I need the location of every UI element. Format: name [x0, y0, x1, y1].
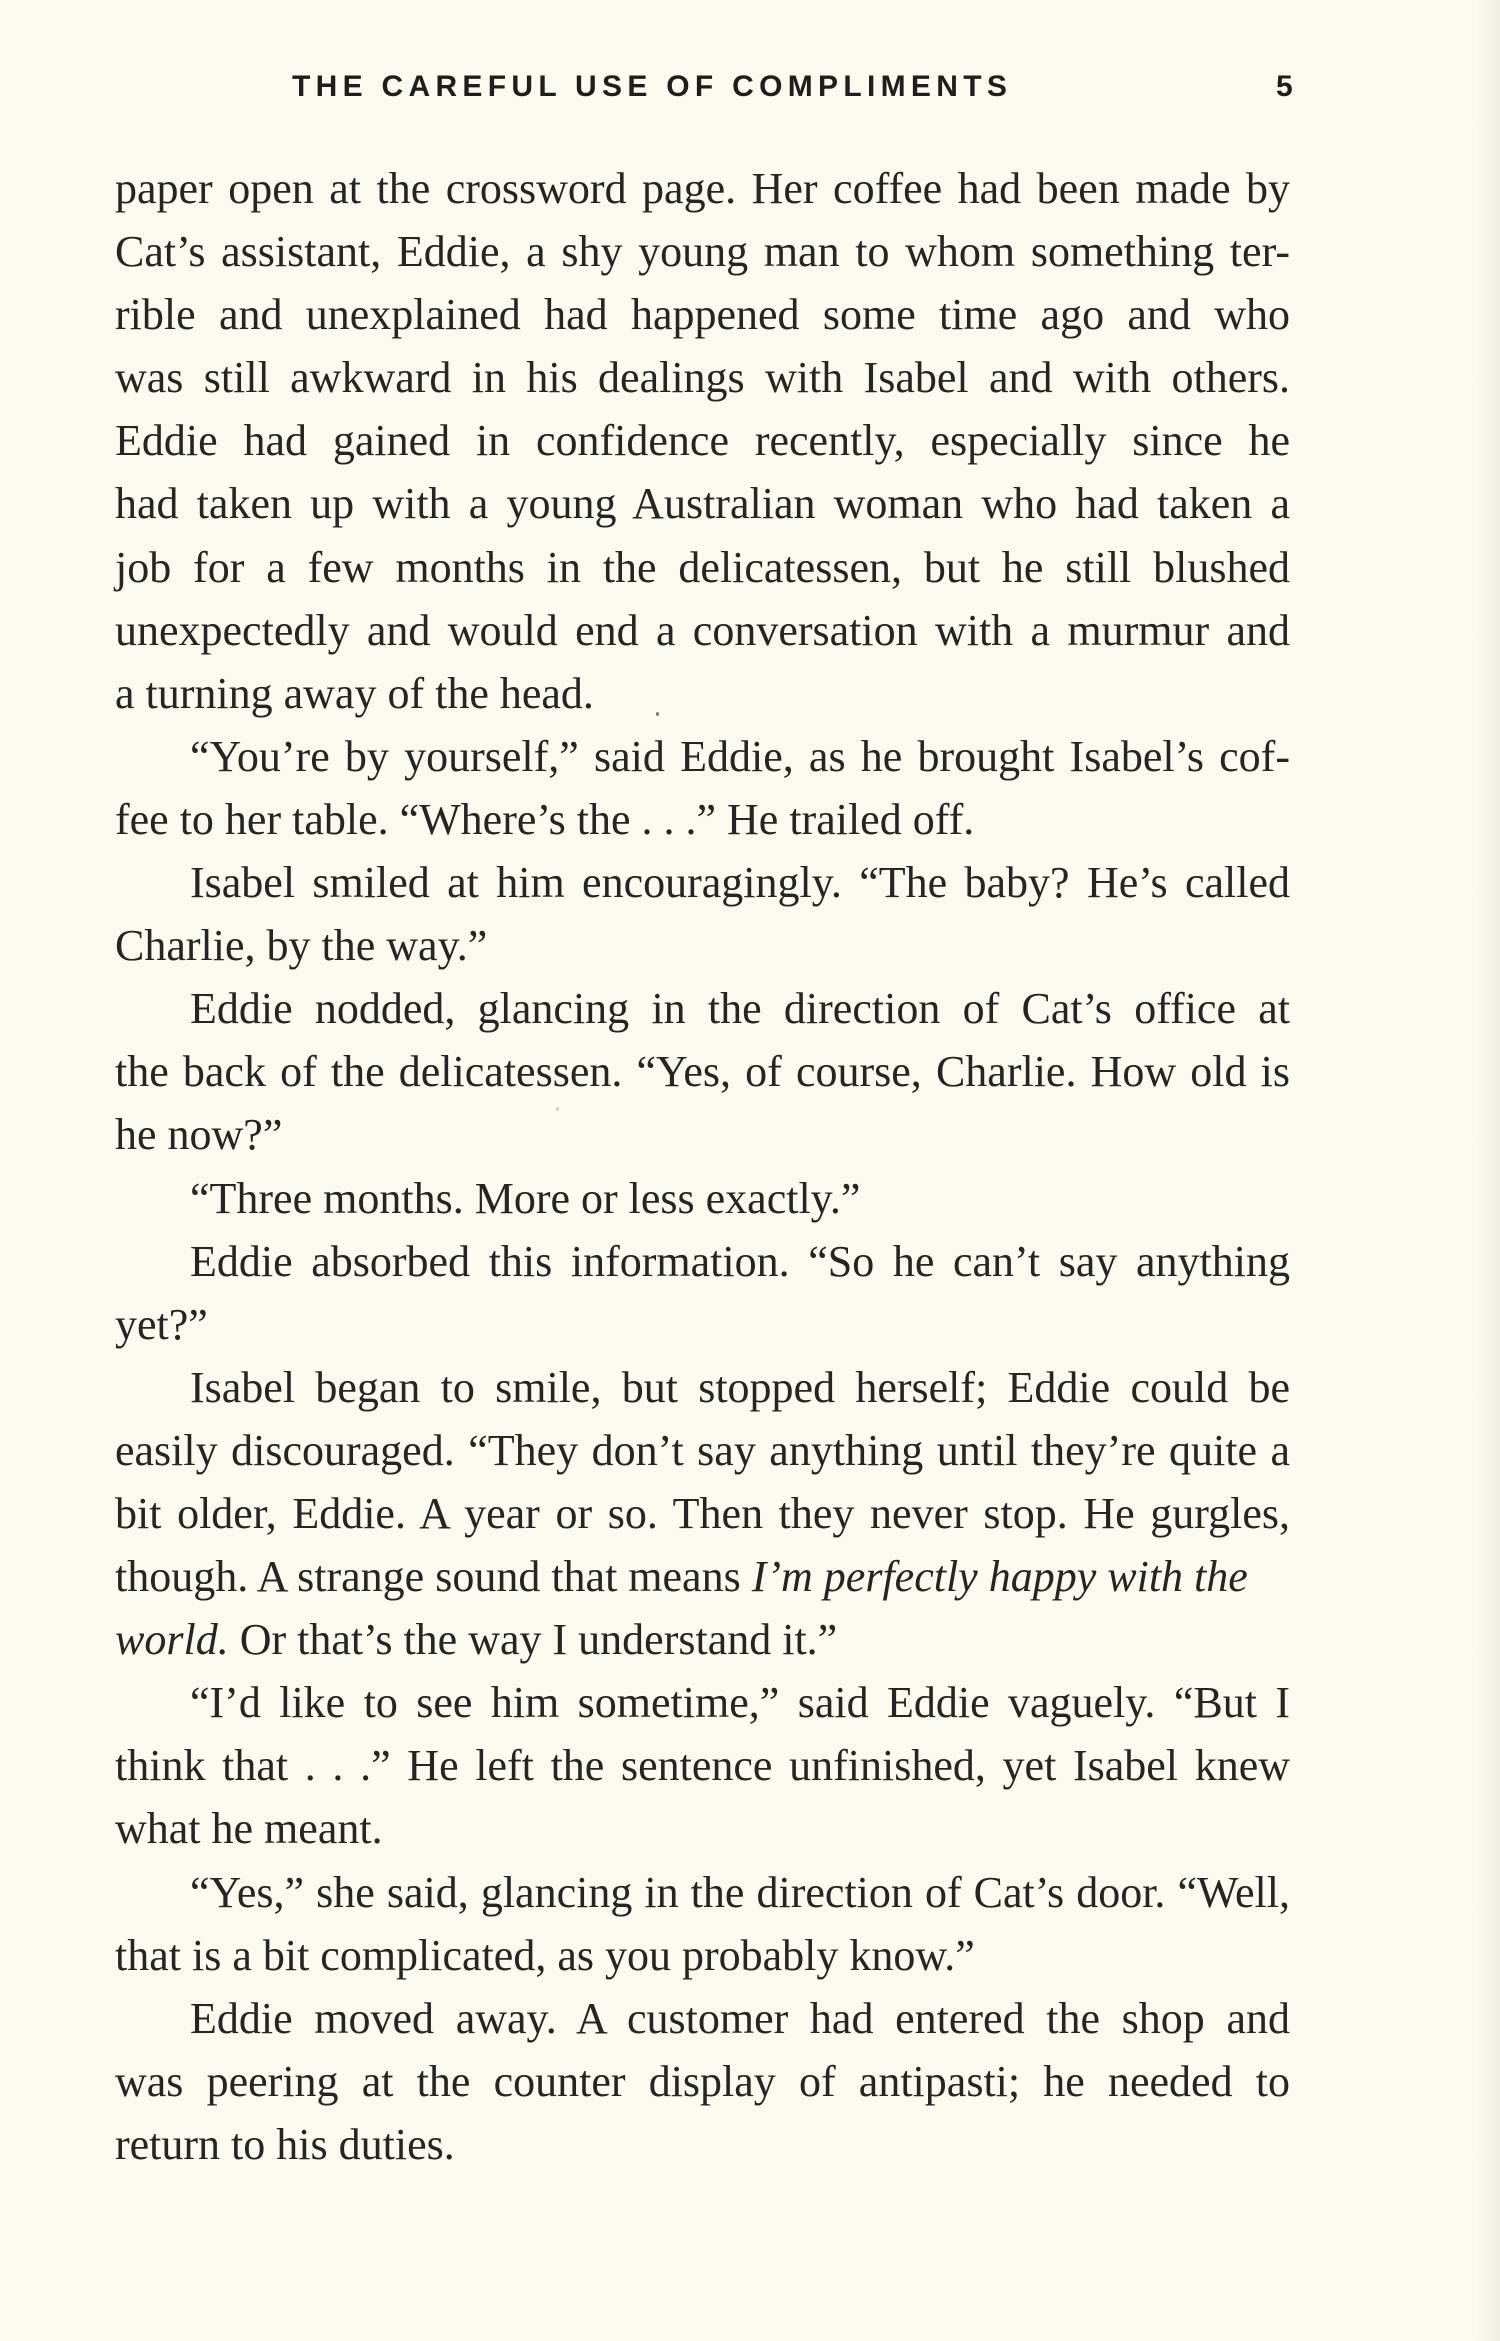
italic-text: world. [115, 1615, 229, 1665]
text-line: was still awkward in his dealings with Isabel and with others. [115, 353, 1290, 403]
text-line: Charlie, by the way.” [115, 921, 488, 971]
text-line: yet?” [115, 1299, 208, 1349]
text-line: a turning away of the head. [115, 668, 594, 718]
italic-text: I’m perfectly happy with the [751, 1552, 1248, 1602]
text-line: bit older, Eddie. A year or so. Then they never stop. He gurgles, [115, 1488, 1290, 1538]
scan-speck [656, 712, 659, 716]
text-line: the back of the delicatessen. “Yes, of course, Charlie. How old is [115, 1047, 1290, 1097]
text-line: job for a few months in the delicatessen, but he still blushed [115, 542, 1290, 592]
text-line: Isabel smiled at him encouragingly. “The baby? He’s called [190, 858, 1290, 908]
page-number: 5 [1276, 70, 1293, 103]
text-line: Eddie absorbed this information. “So he can’t say anything [190, 1236, 1290, 1286]
body-text [115, 157, 1290, 2176]
text-line: had taken up with a young Australian woman who had taken a [115, 479, 1290, 529]
text-line: rible and unexplained had happened some time ago and who [115, 290, 1290, 340]
scan-edge-shadow [1476, 0, 1500, 2341]
text-line: unexpectedly and would end a conversation with a murmur and [115, 605, 1290, 655]
text-line: easily discouraged. “They don’t say anything until they’re quite a [115, 1425, 1290, 1475]
text-line: “Yes,” she said, glancing in the direction of Cat’s door. “Well, [190, 1867, 1290, 1917]
text-line: Eddie had gained in confidence recently, especially since he [115, 416, 1290, 466]
text-line: he now?” [115, 1110, 283, 1160]
text-line: Eddie moved away. A customer had entered the shop and [190, 1993, 1290, 2043]
text-line: Eddie nodded, glancing in the direction of Cat’s office at [190, 984, 1290, 1034]
text-line: what he meant. [115, 1804, 383, 1854]
running-head: THE CAREFUL USE OF COMPLIMENTS [292, 70, 1013, 103]
scan-speck [556, 1107, 559, 1111]
text-line: “I’d like to see him sometime,” said Eddie vaguely. “But I [190, 1678, 1290, 1728]
text-segment: Or that’s the way I understand it.” [228, 1615, 838, 1665]
text-segment: though. A strange sound that means [115, 1552, 752, 1602]
text-line: return to his duties. [115, 2119, 455, 2169]
text-line: was peering at the counter display of antipasti; he needed to [115, 2056, 1290, 2106]
text-line: Isabel began to smile, but stopped herself; Eddie could be [190, 1362, 1290, 1412]
text-line: fee to her table. “Where’s the . . .” He trailed off. [115, 794, 975, 844]
text-line: think that . . .” He left the sentence unfinished, yet Isabel knew [115, 1741, 1290, 1791]
text-line: Cat’s assistant, Eddie, a shy young man to whom something ter- [115, 227, 1290, 277]
text-line: that is a bit complicated, as you probably know.” [115, 1930, 975, 1980]
text-line: “You’re by yourself,” said Eddie, as he brought Isabel’s cof- [190, 731, 1290, 781]
text-line [115, 1545, 1290, 1608]
text-line: “Three months. More or less exactly.” [190, 1173, 861, 1223]
text-line [115, 1608, 1290, 1671]
text-line: paper open at the crossword page. Her coffee had been made by [115, 164, 1290, 213]
